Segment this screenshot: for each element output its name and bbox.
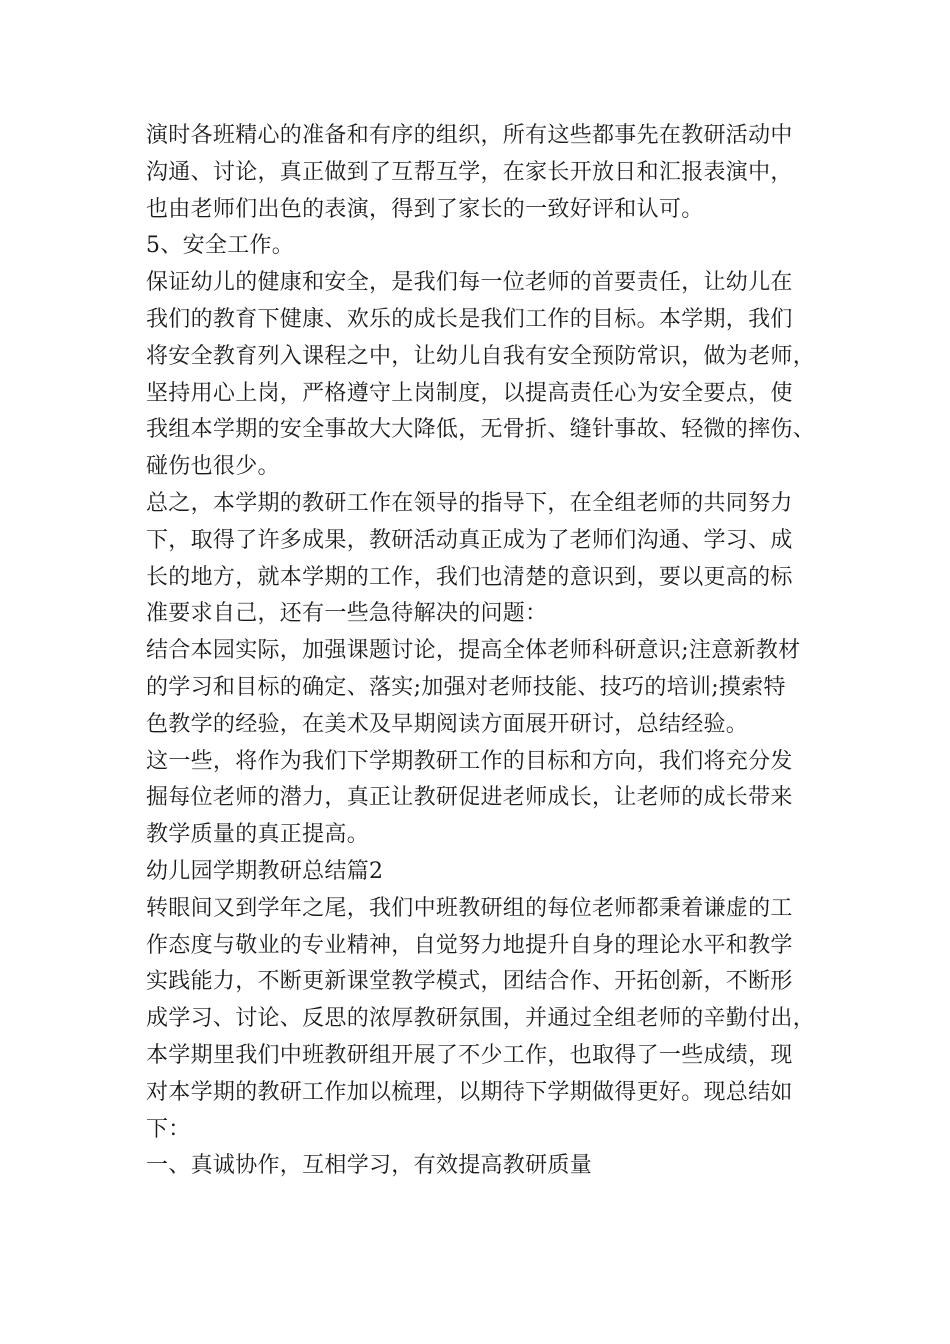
text-line: 下： [146, 1116, 191, 1142]
text-line: 准要求自己，还有一些急待解决的问题： [146, 601, 548, 627]
text-line: 本学期里我们中班教研组开展了不少工作，也取得了一些成绩，现 [146, 1042, 793, 1068]
text-line: 沟通、讨论，真正做到了互帮互学，在家长开放日和汇报表演中， [146, 159, 793, 185]
text-line: 转眼间又到学年之尾，我们中班教研组的每位老师都秉着谦虚的工 [146, 895, 793, 921]
text-line: 成学习、讨论、反思的浓厚教研氛围，并通过全组老师的辛勤付出， [146, 1006, 816, 1032]
text-line: 也由老师们出色的表演，得到了家长的一致好评和认可。 [146, 196, 704, 222]
text-line: 长的地方，就本学期的工作，我们也清楚的意识到，要以更高的标 [146, 564, 793, 590]
text-line: 保证幼儿的健康和安全，是我们每一位老师的首要责任，让幼儿在 [146, 270, 793, 296]
section-heading: 5、安全工作。 [146, 233, 295, 259]
text-line: 掘每位老师的潜力，真正让教研促进老师成长，让老师的成长带来 [146, 785, 793, 811]
text-line: 碰伤也很少。 [146, 454, 280, 480]
section-title: 幼儿园学期教研总结篇2 [146, 858, 384, 884]
text-line: 将安全教育列入课程之中，让幼儿自我有安全预防常识，做为老师， [146, 343, 816, 369]
text-line: 演时各班精心的准备和有序的组织，所有这些都事先在教研活动中 [146, 123, 793, 148]
text-line: 总之，本学期的教研工作在领导的指导下，在全组老师的共同努力 [146, 490, 793, 516]
text-line: 我们的教育下健康、欢乐的成长是我们工作的目标。本学期，我们 [146, 306, 793, 332]
text-line: 结合本园实际，加强课题讨论，提高全体老师科研意识;注意新教材 [146, 638, 801, 664]
text-line: 这一些，将作为我们下学期教研工作的目标和方向，我们将充分发 [146, 748, 793, 774]
text-line: 实践能力，不断更新课堂教学模式，团结合作、开拓创新，不断形 [146, 969, 793, 995]
text-line: 坚持用心上岗，严格遵守上岗制度，以提高责任心为安全要点，使 [146, 380, 793, 406]
document-body [146, 118, 816, 1185]
text-line: 下，取得了许多成果，教研活动真正成为了老师们沟通、学习、成 [146, 527, 793, 553]
section-heading: 一、真诚协作，互相学习，有效提高教研质量 [146, 1153, 593, 1179]
text-line: 作态度与敬业的专业精神，自觉努力地提升自身的理论水平和教学 [146, 932, 793, 958]
text-line: 色教学的经验，在美术及早期阅读方面展开研讨，总结经验。 [146, 711, 749, 737]
text-line: 的学习和目标的确定、落实;加强对老师技能、技巧的培训;摸索特 [146, 674, 786, 700]
text-line: 对本学期的教研工作加以梳理，以期待下学期做得更好。现总结如 [146, 1079, 793, 1105]
text-line: 我组本学期的安全事故大大降低，无骨折、缝针事故、轻微的摔伤、 [146, 417, 816, 443]
text-line: 教学质量的真正提高。 [146, 822, 370, 848]
